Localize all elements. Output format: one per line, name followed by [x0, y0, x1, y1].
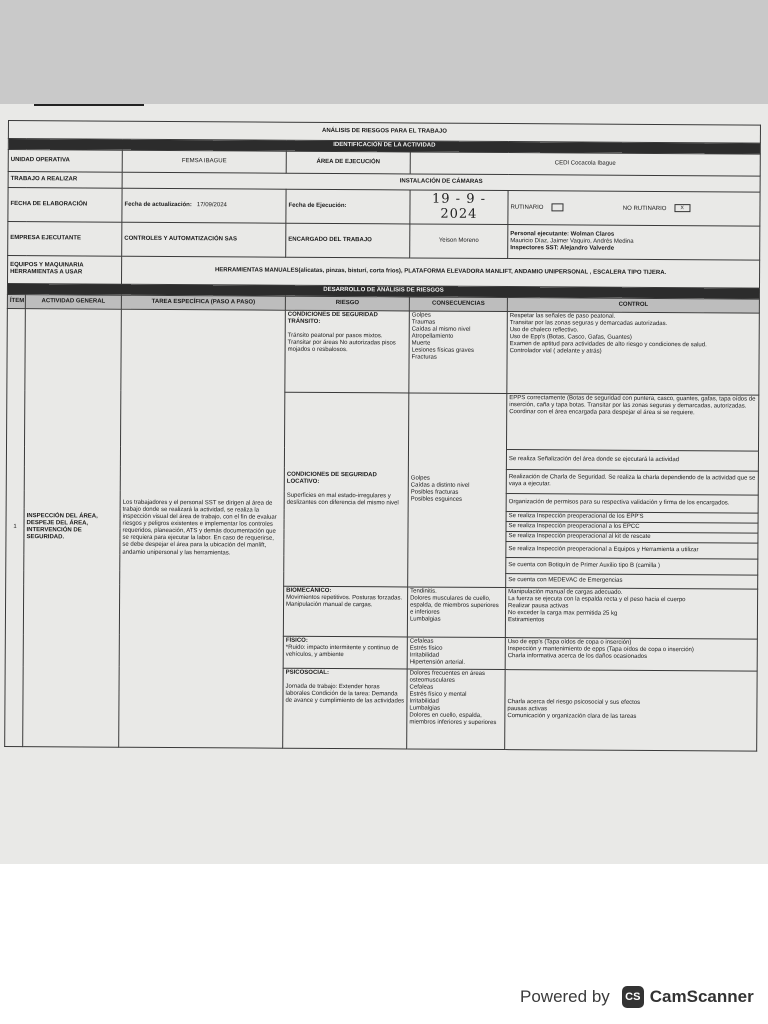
consecuencia-item: Posibles esguinces: [410, 496, 463, 504]
control-item: pausas activas: [507, 705, 548, 713]
consecuencia-item: Traumas: [411, 319, 436, 326]
riesgo-title: CONDICIONES DE SEGURIDAD TRÁNSITO:: [287, 311, 378, 325]
col-header-riesgo: RIESGO: [285, 296, 409, 311]
no-rutinario-label: NO RUTINARIO: [622, 205, 667, 212]
consecuencia-item: Dolores frecuentes en áreas osteomusculares: [409, 670, 486, 684]
control-item: Realización de Charla de Seguridad. Se realiza la charla dependiendo de la actividad que se vaya a ejecutar.: [506, 469, 758, 495]
control-item: Comunicación y organización clara de las tareas: [507, 712, 637, 720]
document-title: ANÁLISIS DE RIESGOS PARA EL TRABAJO: [8, 121, 760, 144]
personal-cell: [508, 224, 760, 260]
encargado-label: ENCARGADO DEL TRABAJO: [286, 223, 410, 258]
camscanner-name: CamScanner: [649, 987, 754, 1006]
section-analysis: DESARROLLO DE ANÁLISIS DE RIESGOS: [7, 283, 759, 299]
riesgo-locativo: [284, 392, 409, 587]
consecuencia-item: Tendinitis.: [410, 588, 437, 595]
control-item: Uso de Epp's (Botas, Casco, Gafas, Guantes): [509, 333, 632, 341]
equipos-value: HERRAMIENTAS MANUALES(alicatas, pinzas, bisturí, corta frios), PLATAFORMA ELEVADORA MANLIFT, ANDAMIO UNIPERSONAL , ESCALERA TIPO TIJERA.: [122, 256, 760, 288]
fecha-ejecucion-label: Fecha de Ejecución:: [286, 189, 410, 223]
col-header-control: CONTROL: [507, 297, 759, 313]
control-item: Se realiza Inspección preoperacional a Equipos y Herramienta a utilizar: [506, 541, 758, 559]
fecha-elaboracion-label: FECHA DE ELABORACIÓN: [8, 188, 122, 222]
riesgo-title: FÍSICO:: [285, 637, 308, 644]
fecha-ejecucion-value: 19 - 9 - 2024: [410, 190, 508, 224]
consecuencia-item: Fracturas: [411, 354, 437, 361]
control-biomecanico: [505, 587, 757, 639]
control-item: Manipulación manual de cargas adecuado.: [508, 588, 623, 596]
consecuencia-item: Muerte: [411, 340, 431, 347]
riesgo-desc: Superficies en mal estado-irregulares y deslizantes con diferencia del mismo nivel: [286, 492, 399, 507]
riesgo-psicosocial: [283, 668, 407, 749]
riesgo-title: BIOMECÁNICO:: [286, 587, 332, 594]
control-item: Inspección y mantenimiento de epps (Tapa oídos de copa o inserción): [507, 646, 694, 654]
control-item: Se realiza Señalización del área donde se ejecutará la actividad: [506, 449, 758, 471]
riesgo-transito: [285, 310, 409, 393]
control-item: Charla acerca del riesgo psicosocial y sus efectos: [507, 698, 641, 706]
control-item: Se realiza Inspección preoperacional a los EPCC: [506, 521, 758, 533]
consecuencia-item: Cefaleas: [409, 638, 434, 645]
control-item: No exceder la carga max permitida 25 kg: [507, 610, 618, 617]
control-transito: [507, 311, 760, 395]
scan-background-top: [0, 0, 768, 104]
consecuencia-item: Lumbalgias: [409, 705, 441, 712]
paper-edge-line: [34, 104, 144, 106]
control-fisico: [505, 637, 757, 671]
equipos-label: EQUIPOS Y MAQUINARIA HERRAMIENTAS A USAR: [8, 255, 122, 284]
control-item: Se cuenta con Botiquín de Primer Auxilio tipo B (camilla ): [506, 557, 758, 575]
control-item: Uso de epp's (Tapa oídos de copa o inserción): [507, 638, 632, 646]
col-header-tarea: TAREA ESPECÍFICA (PASO A PASO): [121, 295, 285, 310]
unidad-value: FEMSA IBAGUE: [122, 150, 286, 173]
control-item: Se realiza Inspección preoperacional de los EPP'S: [506, 511, 758, 523]
control-item: Charla informativa acerca de los daños ocasionados: [507, 653, 648, 660]
consecuencia-item: Irritabilidad: [409, 652, 440, 659]
control-item: La fuerza se ejecuta con la espalda recta y el peso hacia el cuerpo: [508, 596, 686, 604]
control-item: Realizar pausa activas: [508, 603, 569, 610]
control-item: Se cuenta con MEDEVAC de Emergencias: [506, 573, 758, 589]
trabajo-label: TRABAJO A REALIZAR: [8, 172, 122, 189]
control-item: Organización de permisos para su respectiva validación y firma de los encargados.: [506, 493, 758, 513]
consecuencia-item: Golpes: [410, 475, 430, 482]
control-psicosocial: [505, 669, 758, 751]
riesgo-fisico: [283, 636, 407, 669]
control-item: Controlador vial ( adelante y atrás): [509, 348, 602, 355]
col-header-actividad: ACTIVIDAD GENERAL: [25, 294, 121, 309]
riesgo-desc: Jornada de trabajo: Extender horas laborales Condición de la tarea: Demanda de avance y cumplimiento de las actividades: [285, 683, 405, 705]
col-header-item: ÍTEM: [7, 294, 25, 308]
empresa-value: CONTROLES Y AUTOMATIZACIÓN SAS: [122, 222, 286, 257]
rutinario-label: RUTINARIO: [510, 204, 544, 211]
control-item: Estiramientos: [507, 617, 545, 624]
rutina-cell: [508, 191, 760, 226]
risk-analysis-table: [4, 120, 761, 751]
consecuencia-item: Lumbalgias: [409, 616, 441, 623]
riesgo-desc: Movimientos repetitivos. Posturas forzadas. Manipulación manual de cargas.: [286, 594, 403, 609]
control-item: EPPS correctamente (Botas de seguridad con puntera, casco, guantes, gafas, tapa oídos de inserción, caña y tapa botas. Transitar por las zonas seguras y demarcadas, autorizadas. Coordinar con el área encargada para despejar el área si se requiere.: [506, 393, 758, 451]
consecuencia-item: Dolores en cuello, espalda, miembros inferiores y superiores: [409, 712, 497, 727]
consecuencias-locativo: [408, 393, 507, 588]
riesgo-biomecanico: [283, 586, 407, 637]
consecuencias-psicosocial: [407, 669, 505, 750]
riesgo-title: CONDICIONES DE SEGURIDAD LOCATIVO:: [286, 471, 377, 485]
control-item: Uso de chaleco reflectivo.: [509, 326, 579, 334]
control-item: Se realiza Inspección preoperacional al kit de rescate: [506, 531, 758, 543]
consecuencia-item: Estrés físico: [409, 645, 443, 652]
consecuencia-item: Dolores musculares de cuello, espalda, de miembros superiores e inferiores: [409, 595, 499, 616]
area-value: CEDI Cocacola Ibague: [410, 152, 760, 176]
personal-ejecutante: Personal ejecutante: Wolman Claros: [510, 230, 615, 238]
area-label: ÁREA DE EJECUCIÓN: [286, 151, 410, 174]
consecuencias-biomecanico: [407, 587, 505, 638]
consecuencia-item: Golpes: [411, 312, 431, 319]
consecuencia-item: Lesiones físicas graves: [411, 347, 474, 354]
section-identification: IDENTIFICACIÓN DE LA ACTIVIDAD: [8, 139, 760, 155]
inspectores-sst: Inspectores SST: Alejandro Valverde: [510, 244, 615, 252]
powered-by-text: Powered by: [520, 987, 610, 1006]
consecuencia-item: Irritabilidad: [409, 698, 439, 705]
consecuencia-item: Caídas al mismo nivel: [411, 326, 471, 333]
consecuencia-item: Atropellamiento: [411, 333, 454, 340]
consecuencias-transito: [409, 311, 507, 394]
actividad-general: INSPECCIÓN DEL ÁREA, DESPEJE DEL ÁREA, INTERVENCIÓN DE SEGURIDAD.: [23, 308, 122, 747]
consecuencia-item: Hipertensión arterial.: [409, 659, 466, 666]
consecuencia-item: Estrés físico y mental: [409, 691, 467, 698]
consecuencias-fisico: [407, 637, 505, 670]
camscanner-watermark: [520, 980, 754, 1014]
rutinario-checkbox: [551, 203, 563, 211]
fecha-actualizacion: [122, 188, 286, 223]
unidad-label: UNIDAD OPERATIVA: [8, 150, 122, 173]
trabajo-value: INSTALACIÓN DE CÁMARAS: [122, 172, 760, 192]
riesgo-title: PSICOSOCIAL:: [285, 669, 329, 676]
camscanner-logo-icon: CS: [622, 986, 644, 1008]
consecuencia-item: Caídas a distinto nivel: [410, 482, 470, 490]
empresa-label: EMPRESA EJECUTANTE: [8, 221, 122, 256]
personal-names: Mauricio Díaz, Jaimer Vaquiro, Andrés Medina: [510, 237, 634, 245]
no-rutinario-checkbox: X: [674, 204, 690, 212]
consecuencia-item: Posibles fracturas: [410, 489, 459, 497]
control-item: Respetar las señales de paso peatonal.: [509, 312, 616, 320]
riesgo-desc: *Ruido: impacto intermitente y continuo de vehículos, y ambiente: [285, 644, 399, 659]
riesgo-desc: Tránsito peatonal por pasos mixtos. Transitar por áreas No autorizadas pisos mojados o resbalosos.: [287, 332, 396, 354]
fecha-actualizacion-value: 17/09/2024: [196, 201, 227, 209]
fecha-actualizacion-label: Fecha de actualización:: [124, 201, 192, 208]
control-item: Transitar por las zonas seguras y demarcadas autorizadas.: [509, 319, 668, 327]
control-item: Examen de aptitud para actividades de alto riesgo y condiciones de salud.: [509, 341, 707, 349]
consecuencia-item: Cefaleas: [409, 684, 434, 691]
encargado-value: Yeison Moreno: [410, 224, 508, 259]
col-header-consecuencias: CONSECUENCIAS: [409, 297, 507, 312]
tarea-especifica: Los trabajadores y el personal SST se dirigen al área de trabajo donde se realizará la actividad, se realiza la inspección visual del área de trabajo, con el fin de evaluar riesgos y peligros existentes e implementar los controles requeridos, planeación, ATS y demás documentación que se requiera para ejecutar la labor. En caso de requerirse, se debe despejar el área para la ubicación del manlift, andamio unipersonal y las herramientas.: [119, 309, 286, 748]
item-number: 1: [5, 308, 26, 746]
